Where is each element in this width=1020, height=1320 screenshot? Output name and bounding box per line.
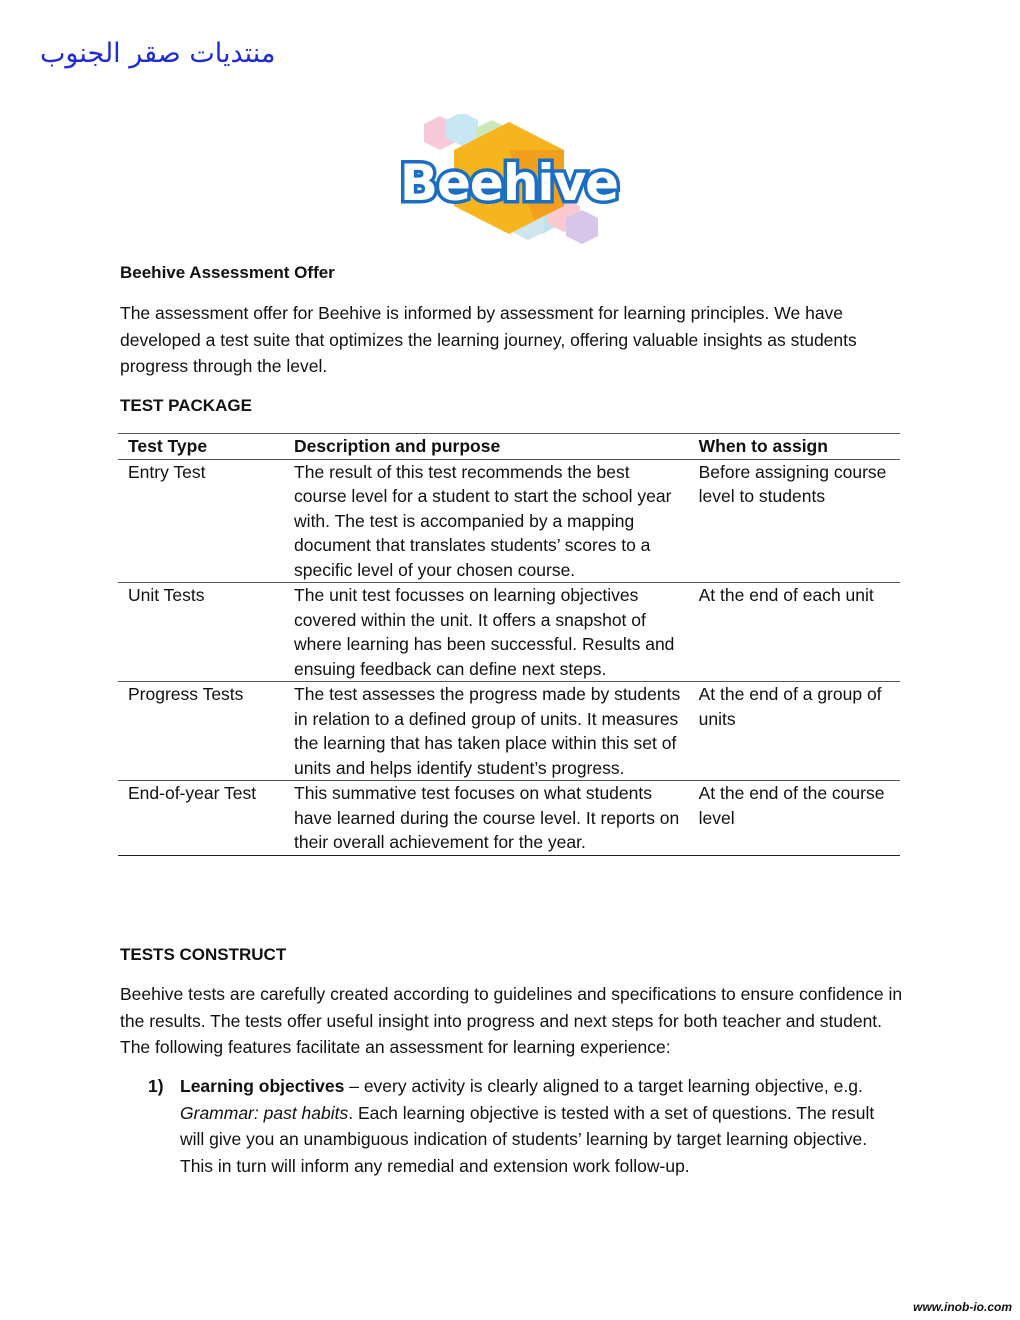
test-package-heading: TEST PACKAGE (120, 396, 252, 415)
intro-paragraph: The assessment offer for Beehive is informed by assessment for learning principles. We have developed a test suite that optimizes the learning journey, offering valuable insights as students progress through the level. (120, 303, 857, 376)
page-title: Beehive Assessment Offer (120, 263, 335, 282)
cell-test-type: End-of-year Test (118, 781, 284, 856)
cell-when: At the end of the course level (689, 781, 900, 856)
cell-when: At the end of each unit (689, 583, 900, 682)
table-row (118, 682, 900, 781)
cell-when: At the end of a group of units (689, 682, 900, 781)
header-test-type: Test Type (118, 434, 284, 460)
cell-description: The test assesses the progress made by students in relation to a defined group of units. It measures the learning that has taken place within this set of units and helps identify student’s progress. (284, 682, 689, 781)
list-rest: . Each learning objective is tested with a set of questions. The result will give you an unambiguous indication of students’ learning by target learning objective. This in turn will inform any remedial and extension work follow-up. (180, 1102, 875, 1176)
header-description: Description and purpose (284, 434, 689, 460)
header-when: When to assign (689, 434, 900, 460)
construct-paragraph: Beehive tests are carefully created according to guidelines and specifications to ensure confidence in the results. The tests offer useful insight into progress and next steps for both teacher and student. The following features facilitate an assessment for learning experience: (120, 984, 903, 1057)
cell-test-type: Unit Tests (118, 583, 284, 682)
cell-description: The result of this test recommends the best course level for a student to start the school year with. The test is accompanied by a mapping document that translates students’ scores to a specific level of your chosen course. (284, 459, 689, 583)
list-item (148, 1073, 898, 1179)
list-number: 1) (148, 1076, 164, 1096)
logo-wordmark: Beehive (399, 154, 619, 212)
list-term: Learning objectives (180, 1076, 345, 1096)
cell-description: The unit test focusses on learning objectives covered within the unit. It offers a snapshot of where learning has been successful. Results and ensuing feedback can define next steps. (284, 583, 689, 682)
cell-when: Before assigning course level to students (689, 459, 900, 583)
cell-description: This summative test focuses on what students have learned during the course level. It reports on their overall achievement for the year. (284, 781, 689, 856)
table-row (118, 583, 900, 682)
cell-test-type: Entry Test (118, 459, 284, 583)
table-header-row (118, 434, 900, 460)
forum-watermark: منتديات صقر الجنوب (40, 38, 276, 69)
site-watermark: www.inob-io.com (913, 1300, 1012, 1314)
list-dash-text: – every activity is clearly aligned to a target learning objective, e.g. (344, 1076, 863, 1096)
cell-test-type: Progress Tests (118, 682, 284, 781)
list-example: Grammar: past habits (180, 1102, 349, 1123)
table-row (118, 781, 900, 856)
tests-construct-heading: TESTS CONSTRUCT (120, 945, 287, 964)
table-row (118, 459, 900, 583)
beehive-logo (384, 114, 634, 252)
list-body (180, 1073, 898, 1179)
test-package-table (118, 433, 900, 856)
